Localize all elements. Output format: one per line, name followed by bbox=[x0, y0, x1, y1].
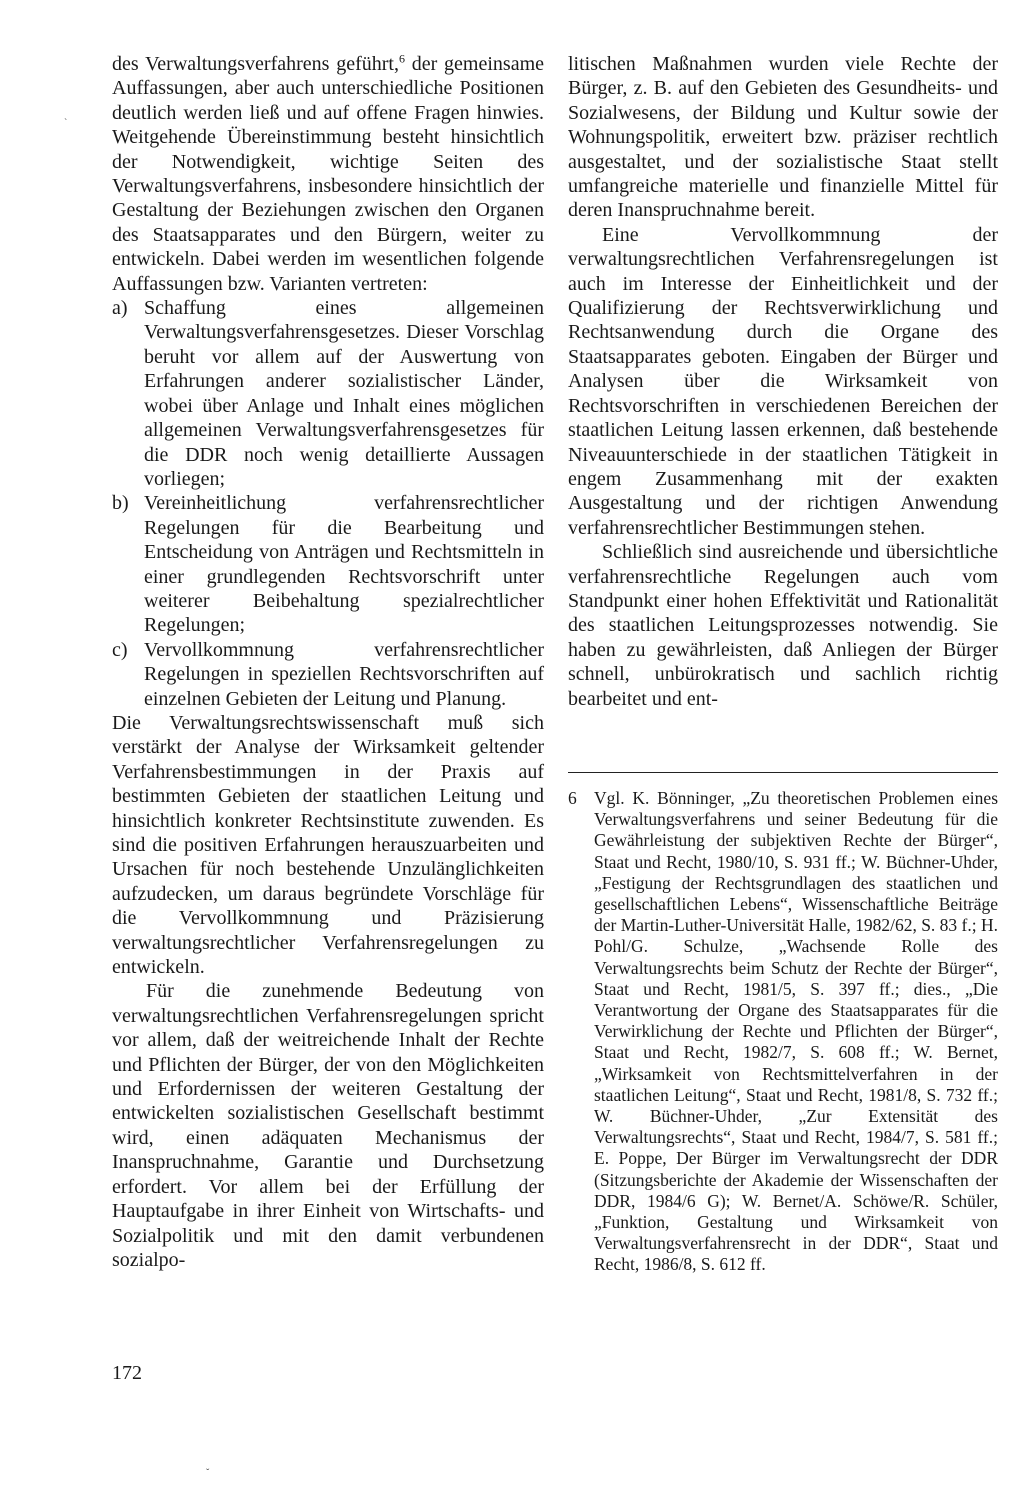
right-column bbox=[568, 52, 998, 711]
left-paragraph-1 bbox=[112, 52, 544, 296]
footnote-reference: 6 bbox=[398, 51, 405, 66]
right-paragraph-2: Eine Vervollkommnung der verwaltungsrechtlichen Verfahrensregelungen ist auch im Interesse der Einheitlichkeit und der Qualifizierung der Rechtsverwirklichung und Rechtsanwendung durch die Organe des Staatsapparates geboten. Eingaben der Bürger und Analysen über die Wirksamkeit von Rechtsvorschriften in verschiedenen Bereichen der staatlichen Leitung lassen erkennen, daß bestehende Niveauunterschiede in der staatlichen Tätigkeit in engem Zusammenhang mit der exakten Ausgestaltung und der richtigen Anwendung verfahrensrechtlicher Bestimmungen stehen. bbox=[568, 223, 998, 539]
right-paragraph-3: Schließlich sind ausreichende und übersichtliche verfahrensrechtliche Regelungen auch vom Standpunkt einer hohen Effektivität und Rationalität des staatlichen Leitungsprozesses notwendig. Sie haben zu gewährleisten, daß Anliegen der Bürger schnell, unbürokratisch und sachlich richtig bearbeitet und ent- bbox=[568, 541, 998, 710]
footnotes bbox=[568, 788, 998, 1276]
left-paragraph-3: Für die zunehmende Bedeutung von verwaltungsrechtlichen Verfahrensregelungen spricht vor allem, daß der weitreichende Inhalt der Rechte und Pflichten der Bürger, der von den Möglichkeiten und Erfordernissen der weiteren Gestaltung der entwickelten sozialistischen Gesellschaft bestimmt wird, einen adäquaten Mechanismus der Inanspruchnahme, Garantie und Durchsetzung erfordert. Vor allem bei der Erfüllung der Hauptaufgabe in ihrer Einheit von Wirtschafts- und Sozialpolitik und mit den damit verbundenen sozialpo- bbox=[112, 980, 544, 1271]
footnote-separator bbox=[568, 772, 998, 773]
list-marker: c) bbox=[112, 638, 128, 661]
list-item-a bbox=[112, 296, 544, 491]
scan-speck: ˋ bbox=[64, 118, 68, 129]
left-column bbox=[112, 52, 544, 1272]
list-marker: b) bbox=[112, 492, 129, 515]
right-paragraph-1: litischen Maßnahmen wurden viele Rechte der Bürger, z. B. auf den Gebieten des Gesundheits- und Sozialwesens, der Bildung und Kultur sowie der Wohnungspolitik, erweitert bzw. präziser rechtlich ausgestaltet, und der sozialistische Staat stellt umfangreiche materielle und finanzielle Mittel für deren Inanspruchnahme bereit. bbox=[568, 53, 998, 222]
paragraph-text: der gemeinsame Auffassungen, aber auch unterschiedliche Positionen deutlich werden ließ und auf offene Fragen hinwies. Weitgehende Übereinstimmung besteht hinsichtlich der Notwendigkeit, wichtige Seiten des Verwaltungsverfahrens, insbesondere hinsichtlich der Gestaltung der Beziehungen zwischen den Organen des Staatsapparates und den Bürgern, weiter zu entwickeln. Dabei werden im wesentlichen folgende Auffassungen bzw. Varianten vertreten: bbox=[112, 53, 544, 295]
list-item-text: Schaffung eines allgemeinen Verwaltungsverfahrensgesetzes. Dieser Vorschlag beruht vor allem auf der Auswertung von Erfahrungen anderer sozialistischer Länder, wobei über Anlage und Inhalt eines möglichen allgemeinen Verwaltungsverfahrensgesetzes für die DDR noch wenig detaillierte Aussagen vorliegen; bbox=[144, 297, 544, 490]
left-paragraph-2: Die Verwaltungsrechtswissenschaft muß sich verstärkt der Analyse der Wirksamkeit geltender Verfahrensbestimmungen in der Praxis auf bestimmten Gebieten der staatlichen Leitung und hinsichtlich konkreter Rechtsinstitute zuwenden. Es sind die positiven Erfahrungen herauszuarbeiten und Ursachen für noch bestehende Unzulänglichkeiten aufzudecken, um daraus begründete Vorschläge für die Vervollkommnung und Präzisierung verwaltungsrechtlicher Verfahrensregelungen zu entwickeln. bbox=[112, 711, 544, 979]
list-marker: a) bbox=[112, 297, 128, 320]
variants-list bbox=[112, 296, 544, 711]
list-item-text: Vervollkommnung verfahrensrechtlicher Regelungen in speziellen Rechtsvorschriften auf einzelnen Gebieten der Leitung und Planung. bbox=[144, 638, 544, 710]
page-number: 172 bbox=[112, 1362, 142, 1384]
footnote-6 bbox=[568, 788, 998, 1276]
paragraph-text: des Verwaltungsverfahrens geführt, bbox=[112, 53, 399, 75]
list-item-b bbox=[112, 491, 544, 637]
scan-speck: ˇ bbox=[206, 1468, 210, 1479]
footnote-text: Vgl. K. Bönninger, „Zu theoretischen Problemen eines Verwaltungsverfahrens und seiner Bedeutung für die Gewährleistung der subjektiven Rechte der Bürger“, Staat und Recht, 1980/10, S. 931 ff.; W. Büchner-Uhder, „Festigung der Rechtsgrundlagen des staatlichen und gesellschaftlichen Lebens“, Wissenschaftliche Beiträge der Martin-Luther-Universität Halle, 1982/62, S. 83 f.; H. Pohl/G. Schulze, „Wachsende Rolle des Verwaltungsrechts beim Schutz der Rechte der Bürger“, Staat und Recht, 1981/5, S. 397 ff.; dies., „Die Verantwortung der Organe des Staatsapparates für die Verwirklichung der Rechte und Pflichten der Bürger“, Staat und Recht, 1982/7, S. 608 ff.; W. Bernet, „Wirksamkeit von Rechtsmittelverfahren in der staatlichen Leitung“, Staat und Recht, 1981/8, S. 732 ff.; W. Büchner-Uhder, „Zur Extensität des Verwaltungsrechts“, Staat und Recht, 1984/7, S. 581 ff.; E. Poppe, Der Bürger im Verwaltungsrecht der DDR (Sitzungsberichte der Akademie der Wissenschaften der DDR, 1984/6 G); W. Bernet/A. Schöwe/R. Schüler, „Funktion, Gestaltung und Wirksamkeit von Verwaltungsverfahrensrecht in der DDR“, Staat und Recht, 1986/8, S. 612 ff. bbox=[594, 788, 999, 1275]
list-item-text: Vereinheitlichung verfahrensrechtlicher Regelungen für die Bearbeitung und Entscheidung von Anträgen und Rechtsmitteln in einer grundlegenden Rechtsvorschrift unter weiterer Beibehaltung spezialrechtlicher Regelungen; bbox=[144, 492, 544, 637]
footnote-number: 6 bbox=[568, 788, 577, 808]
list-item-c bbox=[112, 638, 544, 711]
